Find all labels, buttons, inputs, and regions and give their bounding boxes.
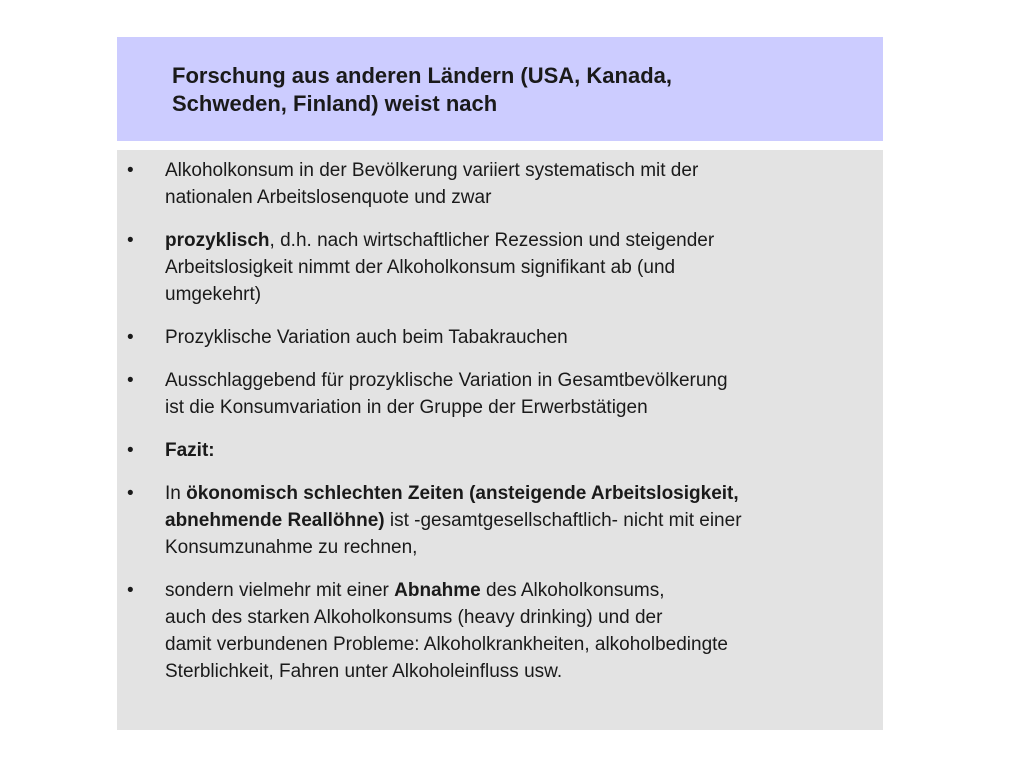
bullet-item-1 <box>117 157 883 211</box>
bullet-7-line-1-rest: des Alkoholkonsums, <box>480 580 665 601</box>
bullet-2-line-1 <box>165 227 873 254</box>
bullet-7-bold-term: Abnahme <box>394 580 481 601</box>
bullet-icon: • <box>127 230 134 251</box>
bullet-icon: • <box>127 370 134 391</box>
bullet-4-line-2: ist die Konsumvariation in der Gruppe der Erwerbstätigen <box>165 397 648 418</box>
bullet-7-line-4: Sterblichkeit, Fahren unter Alkoholeinfluss usw. <box>165 661 563 682</box>
bullet-7-line-3: damit verbundenen Probleme: Alkoholkrankheiten, alkoholbedingte <box>165 634 728 655</box>
bullet-6-line-1-pre: In <box>165 483 187 504</box>
bullet-7-line-2: auch des starken Alkoholkonsums (heavy drinking) und der <box>165 607 663 628</box>
bullet-2-line-3: umgekehrt) <box>165 284 262 305</box>
bullet-6-line-3: Konsumzunahme zu rechnen, <box>165 537 418 558</box>
bullet-icon: • <box>127 580 134 601</box>
bullet-6-line-2-rest: ist -gesamtgesellschaftlich- nicht mit einer <box>384 510 742 531</box>
bullet-6-line-1 <box>165 480 873 507</box>
bullet-item-4 <box>117 367 883 421</box>
bullet-5-fazit: Fazit: <box>165 440 215 461</box>
bullet-2-line-2: Arbeitslosigkeit nimmt der Alkoholkonsum signifikant ab (und <box>165 257 676 278</box>
bullet-1-line-2: nationalen Arbeitslosenquote und zwar <box>165 187 492 208</box>
bullet-2-line-1-rest: , d.h. nach wirtschaftlicher Rezession und steigender <box>269 230 715 251</box>
bullet-icon: • <box>127 160 134 181</box>
content-box <box>117 150 883 730</box>
bullet-6-line-2-bold: abnehmende Reallöhne) <box>165 510 385 531</box>
title-line-2: Schweden, Finland) weist nach <box>172 91 498 116</box>
bullet-6-line-2 <box>165 507 873 534</box>
bullet-2-bold-term: prozyklisch <box>165 230 270 251</box>
bullet-item-3 <box>117 324 883 351</box>
slide-title <box>172 62 852 118</box>
bullet-4-line-1: Ausschlaggebend für prozyklische Variation in Gesamtbevölkerung <box>165 370 728 391</box>
bullet-6-line-1-bold: ökonomisch schlechten Zeiten (ansteigende Arbeitslosigkeit, <box>186 483 739 504</box>
bullet-icon: • <box>127 483 134 504</box>
bullet-item-5 <box>117 437 883 464</box>
bullet-1-line-1: Alkoholkonsum in der Bevölkerung variiert systematisch mit der <box>165 160 699 181</box>
bullet-3-line-1: Prozyklische Variation auch beim Tabakrauchen <box>165 327 568 348</box>
title-box <box>117 37 883 141</box>
bullet-7-line-1 <box>165 577 873 604</box>
bullet-item-6 <box>117 480 883 561</box>
bullet-icon: • <box>127 440 134 461</box>
bullet-7-line-1-pre: sondern vielmehr mit einer <box>165 580 395 601</box>
bullet-item-7 <box>117 577 883 685</box>
bullet-item-2 <box>117 227 883 308</box>
bullet-list <box>117 157 883 701</box>
title-line-1: Forschung aus anderen Ländern (USA, Kanada, <box>172 63 672 88</box>
bullet-icon: • <box>127 327 134 348</box>
